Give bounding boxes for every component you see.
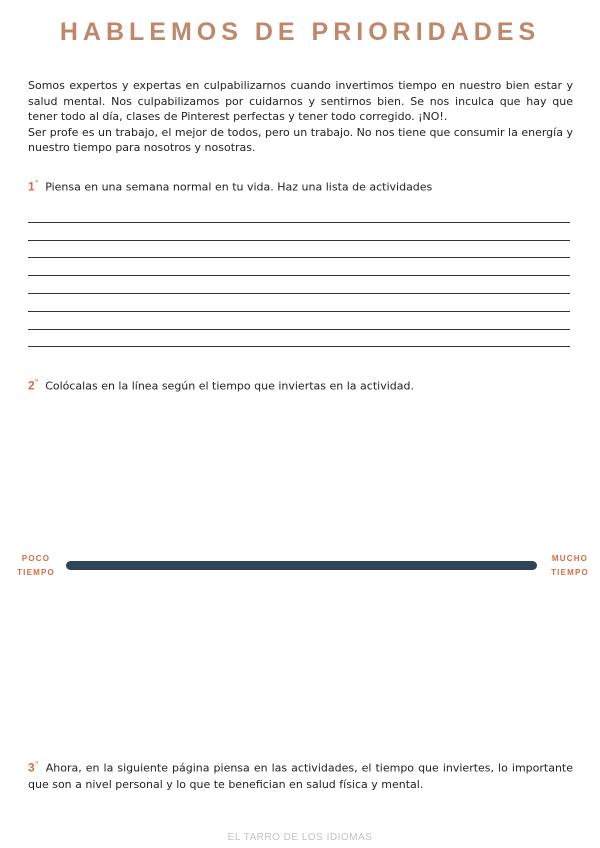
step-1-number: 1	[28, 179, 35, 194]
step-2-number: 2	[28, 378, 35, 393]
step-2-text: Colócalas en la línea según el tiempo que inviertas en la actividad.	[45, 379, 414, 393]
writing-line[interactable]	[28, 241, 570, 259]
scale-right-line-2: TIEMPO	[551, 568, 589, 577]
step-3	[28, 757, 573, 793]
intro-paragraph-2: Ser profe es un trabajo, el mejor de todos, pero un trabajo. No nos tiene que consumir la energía y nuestro tiempo para nosotros y nosotras.	[28, 125, 573, 154]
scale-left-label	[14, 552, 58, 580]
writing-line[interactable]	[28, 223, 570, 241]
step-3-number: 3	[28, 760, 35, 775]
footer-brand: EL TARRO DE LOS IDIOMAS	[227, 832, 373, 843]
scale-right-line-1: MUCHO	[551, 554, 589, 563]
step-1-degree-mark: °	[34, 179, 39, 188]
step-3-degree-mark: °	[34, 760, 39, 769]
step-2-degree-mark: °	[34, 378, 39, 387]
time-scale-bar[interactable]	[66, 561, 537, 570]
writing-line[interactable]	[28, 258, 570, 276]
writing-line[interactable]	[28, 205, 570, 223]
intro-paragraph-1: Somos expertos y expertas en culpabilizarnos cuando invertimos tiempo en nuestro bien estar y salud mental. Nos culpabilizamos por cuidarnos y sentirnos bien. Se nos inculca que hay que tener todo al día, clases de Pinterest perfectas y tener todo corregido. ¡NO!.	[28, 79, 573, 123]
writing-line[interactable]	[28, 294, 570, 312]
writing-line[interactable]	[28, 312, 570, 330]
step-1-text: Piensa en una semana normal en tu vida. Haz una lista de actividades	[45, 180, 433, 194]
step-1	[28, 176, 573, 196]
scale-right-label	[544, 552, 596, 580]
scale-left-line-2: TIEMPO	[17, 568, 55, 577]
intro-text	[28, 78, 573, 156]
page-title: HABLEMOS DE PRIORIDADES	[59, 18, 541, 46]
writing-line[interactable]	[28, 330, 570, 348]
scale-left-line-1: POCO	[21, 554, 51, 563]
writing-lines[interactable]	[28, 205, 570, 347]
step-3-text: Ahora, en la siguiente página piensa en las actividades, el tiempo que inviertes, lo importante que son a nivel personal y lo que te benefician en salud física y mental.	[28, 761, 573, 791]
writing-line[interactable]	[28, 276, 570, 294]
step-2	[28, 375, 573, 395]
